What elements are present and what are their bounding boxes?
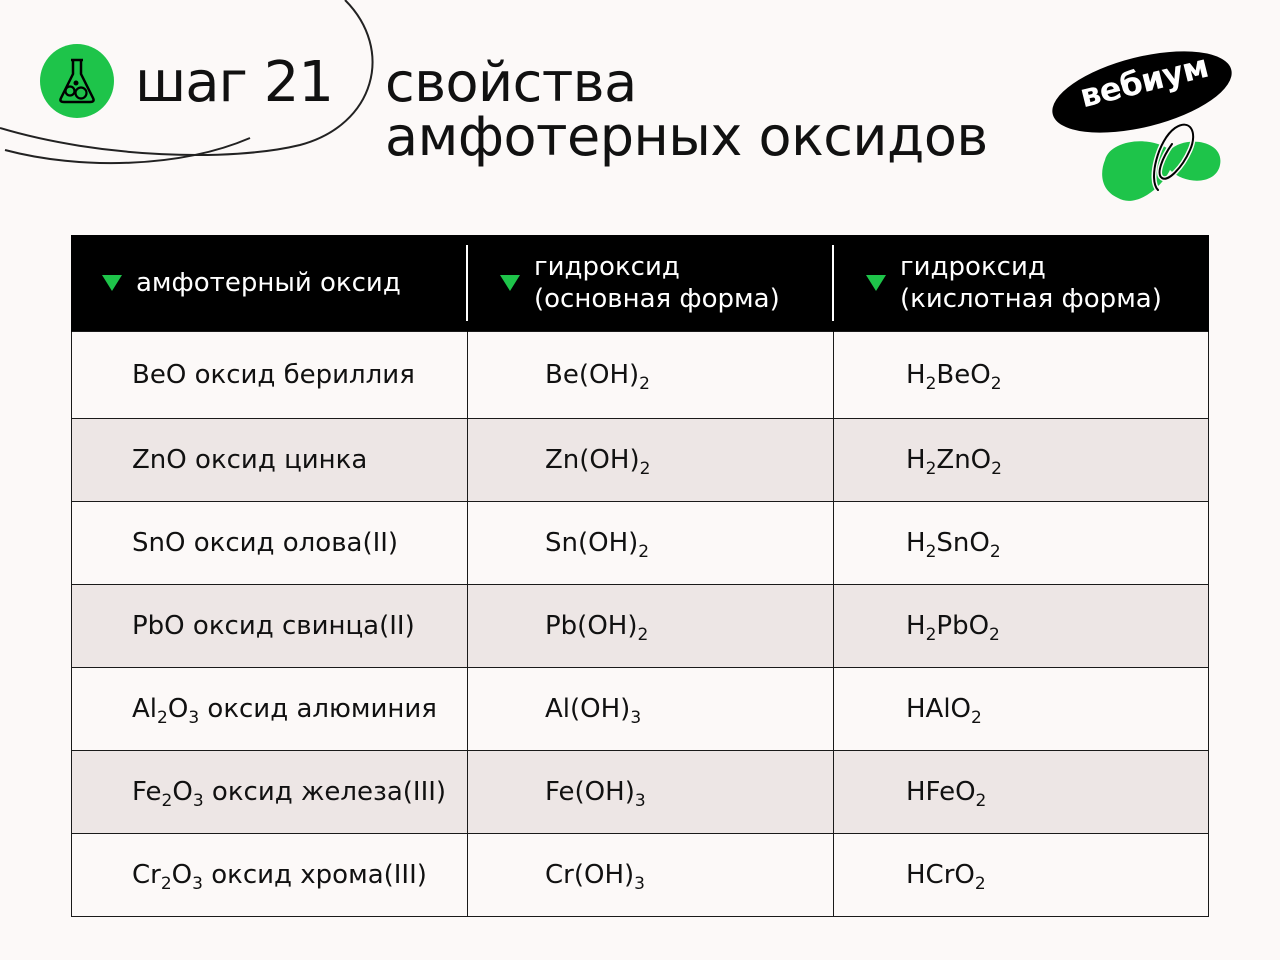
column-header-label: амфотерный оксид <box>136 268 401 298</box>
table-row <box>72 751 1209 834</box>
cell-basic-hydroxide: $Al(OH)_3$ <box>468 668 834 751</box>
oxides-table <box>71 235 1209 917</box>
cell-acidic-hydroxide: HCrO$_2$ <box>834 834 1209 917</box>
cell-oxide: BeO оксид бериллия <box>72 332 468 419</box>
column-header-sublabel: (кислотная форма) <box>900 284 1162 314</box>
cell-acidic-hydroxide: HFeO$_2$ <box>834 751 1209 834</box>
cell-acidic-hydroxide: $H_2BeO_2$ <box>834 332 1209 419</box>
triangle-down-icon <box>102 275 122 291</box>
step-label: шаг 21 <box>135 50 334 115</box>
cell-acidic-hydroxide: $H_2PbO_2$ <box>834 585 1209 668</box>
table-row <box>72 834 1209 917</box>
column-header-basic <box>468 235 834 332</box>
cell-basic-hydroxide: $Pb(OH)_2$ <box>468 585 834 668</box>
column-header-label: гидроксид <box>900 252 1046 282</box>
column-header-sublabel: (основная форма) <box>534 284 780 314</box>
paperclip-icon <box>1102 125 1220 201</box>
column-header-label: гидроксид <box>534 252 680 282</box>
cell-basic-hydroxide: $Sn(OH)_2$ <box>468 502 834 585</box>
cell-basic-hydroxide: $Zn(OH)_2$ <box>468 419 834 502</box>
cell-oxide: PbO оксид свинца(II) <box>72 585 468 668</box>
table-row <box>72 502 1209 585</box>
logo-text: вебиум <box>1075 46 1213 116</box>
cell-oxide: $Al_2O_3$ оксид алюминия <box>72 668 468 751</box>
triangle-down-icon <box>866 275 886 291</box>
cell-basic-hydroxide: $Cr(OH)_3$ <box>468 834 834 917</box>
flask-icon <box>40 44 114 118</box>
cell-oxide: ZnO оксид цинка <box>72 419 468 502</box>
cell-basic-hydroxide: $Fe(OH)_3$ <box>468 751 834 834</box>
page-title-line-1: свойства <box>385 51 637 114</box>
cell-acidic-hydroxide: $H_2ZnO_2$ <box>834 419 1209 502</box>
table-row <box>72 668 1209 751</box>
cell-oxide: $Cr_2O_3$ оксид хрома(III) <box>72 834 468 917</box>
triangle-down-icon <box>500 275 520 291</box>
table-header-row <box>72 235 1209 332</box>
table-row <box>72 419 1209 502</box>
cell-oxide: $Fe_2O_3$ оксид железа(III) <box>72 751 468 834</box>
column-header-oxide <box>72 235 468 332</box>
page-title <box>385 51 988 168</box>
cell-oxide: SnO оксид олова(II) <box>72 502 468 585</box>
page-title-line-2: амфотерных оксидов <box>385 105 988 168</box>
table-row <box>72 332 1209 419</box>
column-header-acidic <box>834 235 1209 332</box>
table-row <box>72 585 1209 668</box>
cell-acidic-hydroxide: $H_2SnO_2$ <box>834 502 1209 585</box>
cell-basic-hydroxide: $Be(OH)_2$ <box>468 332 834 419</box>
cell-acidic-hydroxide: HAlO$_2$ <box>834 668 1209 751</box>
